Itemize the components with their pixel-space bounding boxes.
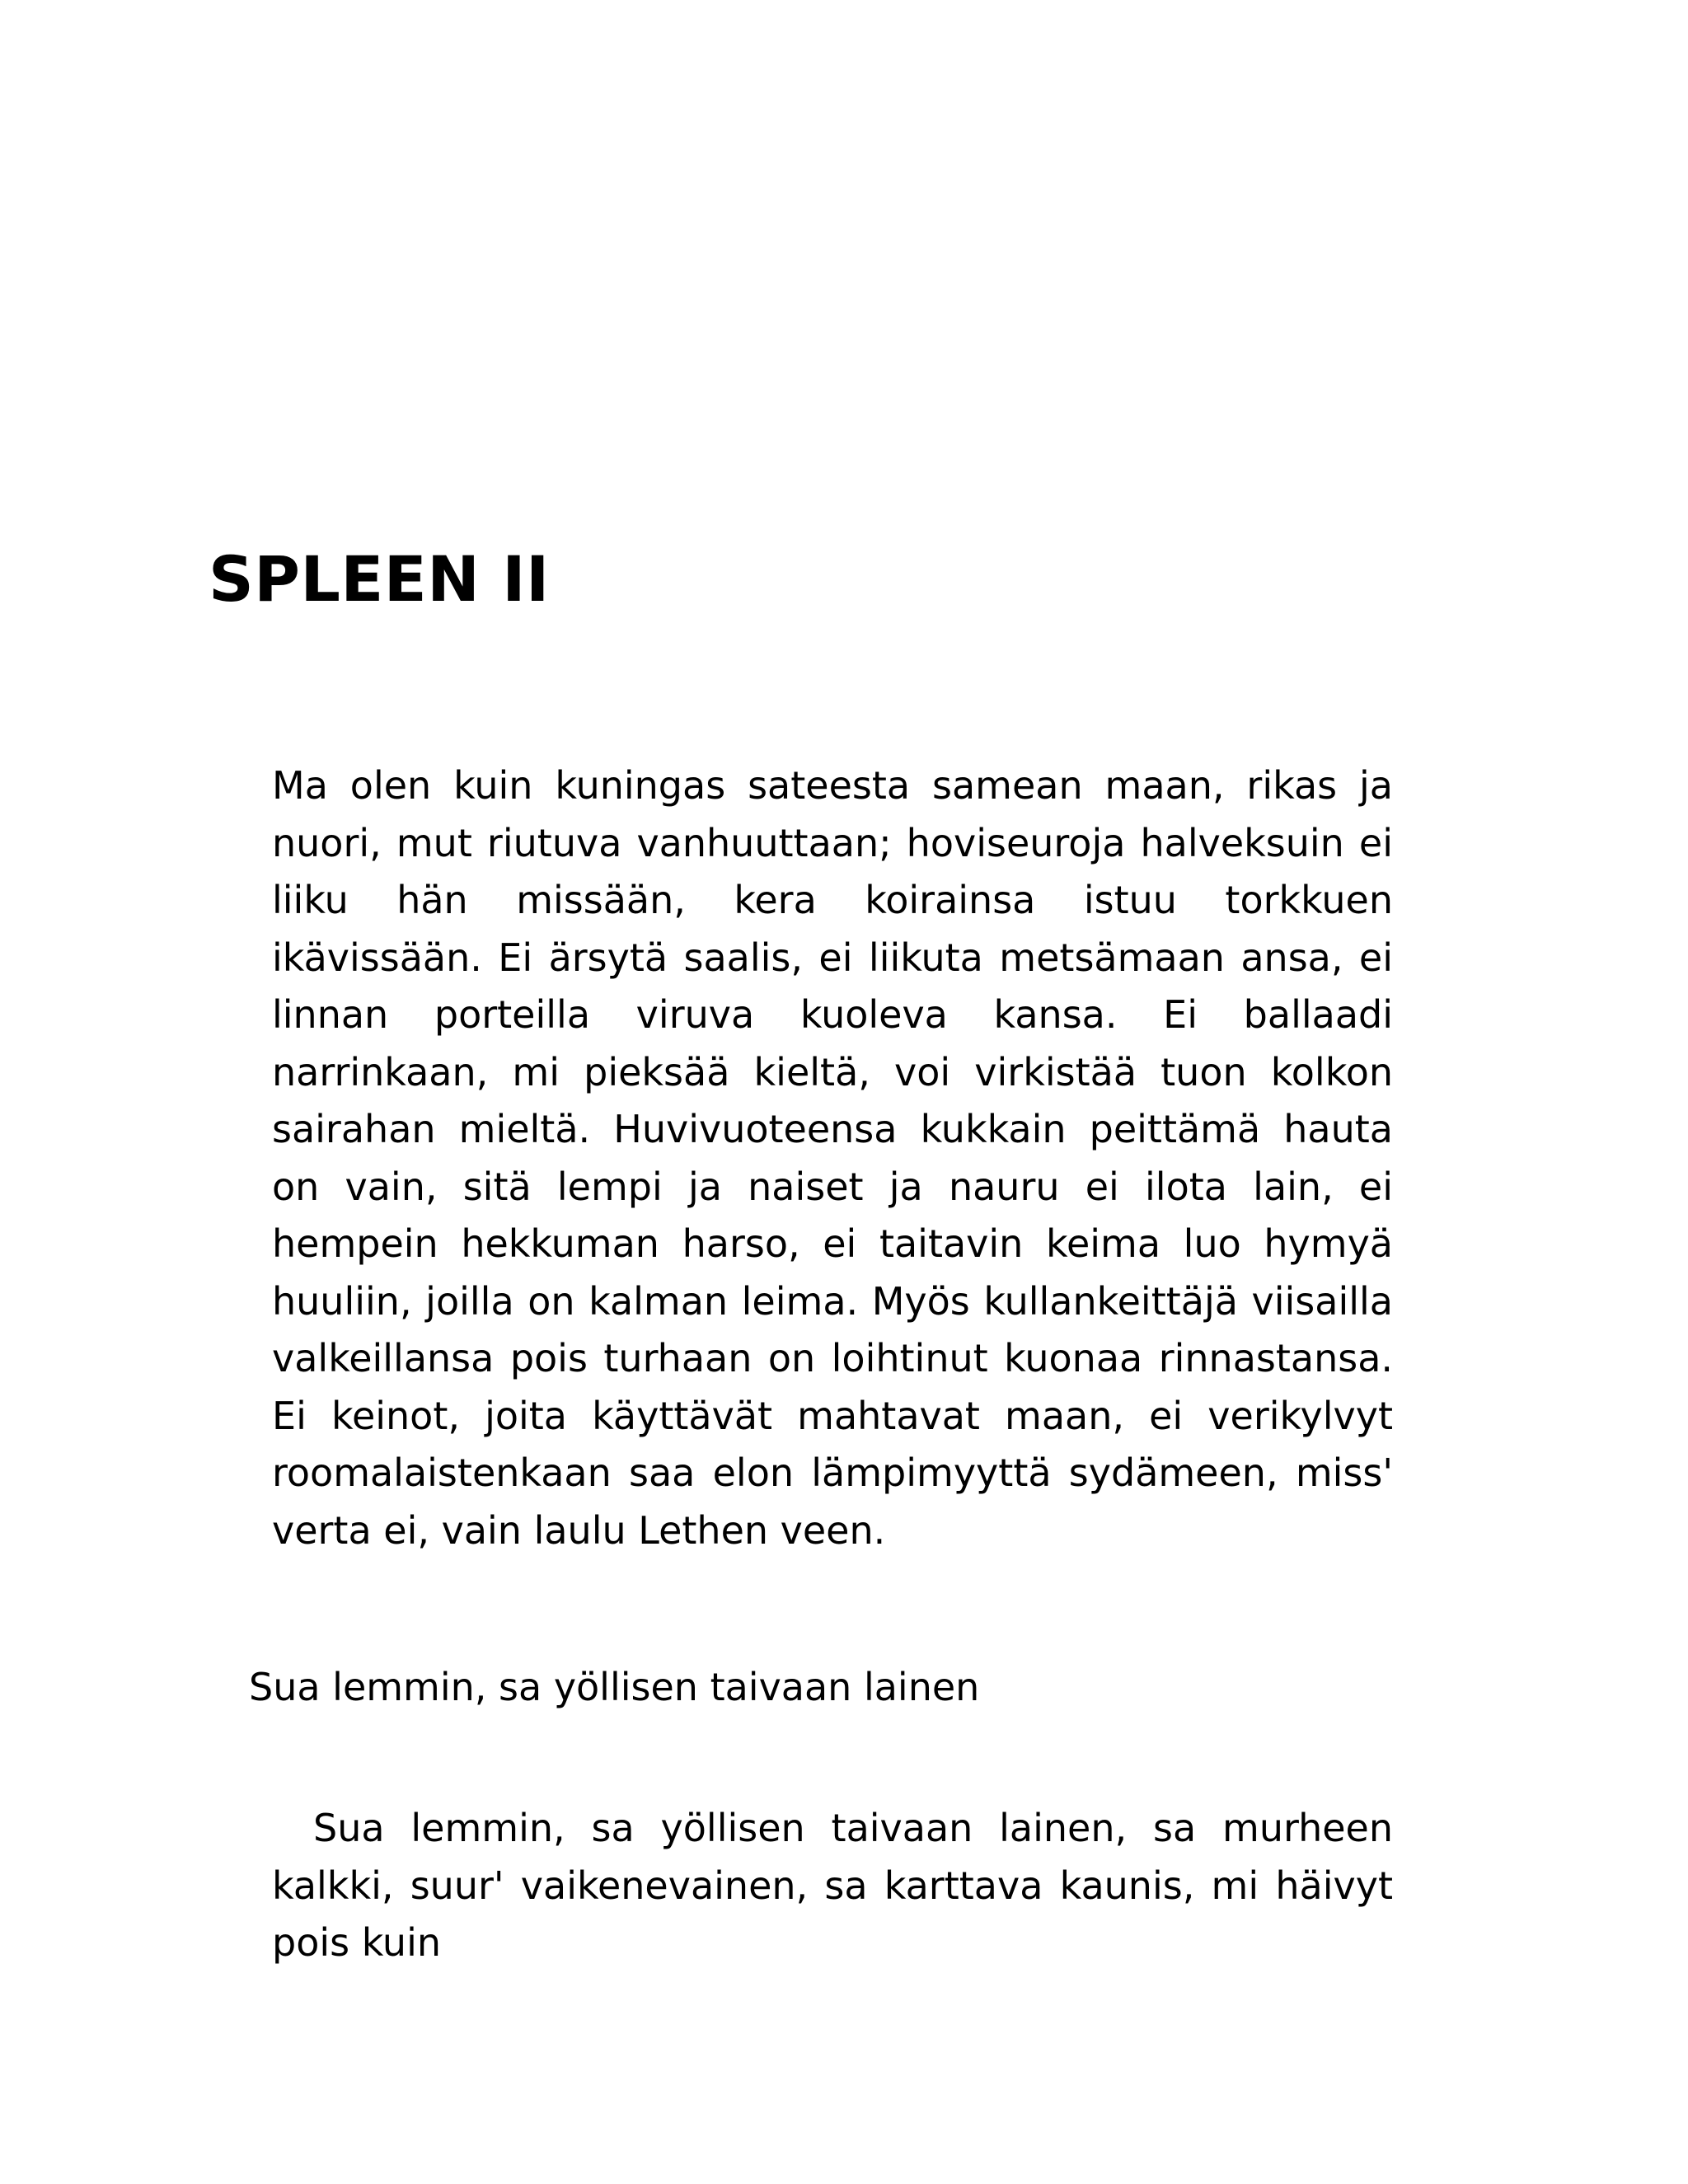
poem-body: Ma olen kuin kuningas sateesta samean maan, rikas ja nuori, mut riutuva vanhuuttaan; hoviseuroja halveksuin ei liiku hän missään, kera koirainsa istuu torkkuen ikävissään. Ei ärsytä saalis, ei liikuta metsämaan ansa, ei linnan porteilla viruva kuoleva kansa. Ei ballaadi narrinkaan, mi pieksää kieltä, voi virkistää tuon kolkon sairahan mieltä. Huvivuoteensa kukkain peittämä hauta on vain, sitä lempi ja naiset ja nauru ei ilota lain, ei hempein hekkuman harso, ei taitavin keima luo hymyä huuliin, joilla on kalman leima. Myös kullankeittäjä viisailla valkeillansa pois turhaan on loihtinut kuonaa rinnastansa. Ei keinot, joita käyttävät mahtavat maan, ei verikylvyt roomalaistenkaan saa elon lämpimyyttä sydämeen, miss' verta ei, vain laulu Lethen veen. <box>272 763 1393 1553</box>
poem-title: SPLEEN II <box>209 542 550 616</box>
next-poem-body: Sua lemmin, sa yöllisen taivaan lainen, sa murheen kalkki, suur' vaikenevainen, sa karttava kaunis, mi häivyt pois kuin <box>272 1806 1393 1965</box>
next-poem-title: Sua lemmin, sa yöllisen taivaan lainen <box>249 1665 980 1709</box>
